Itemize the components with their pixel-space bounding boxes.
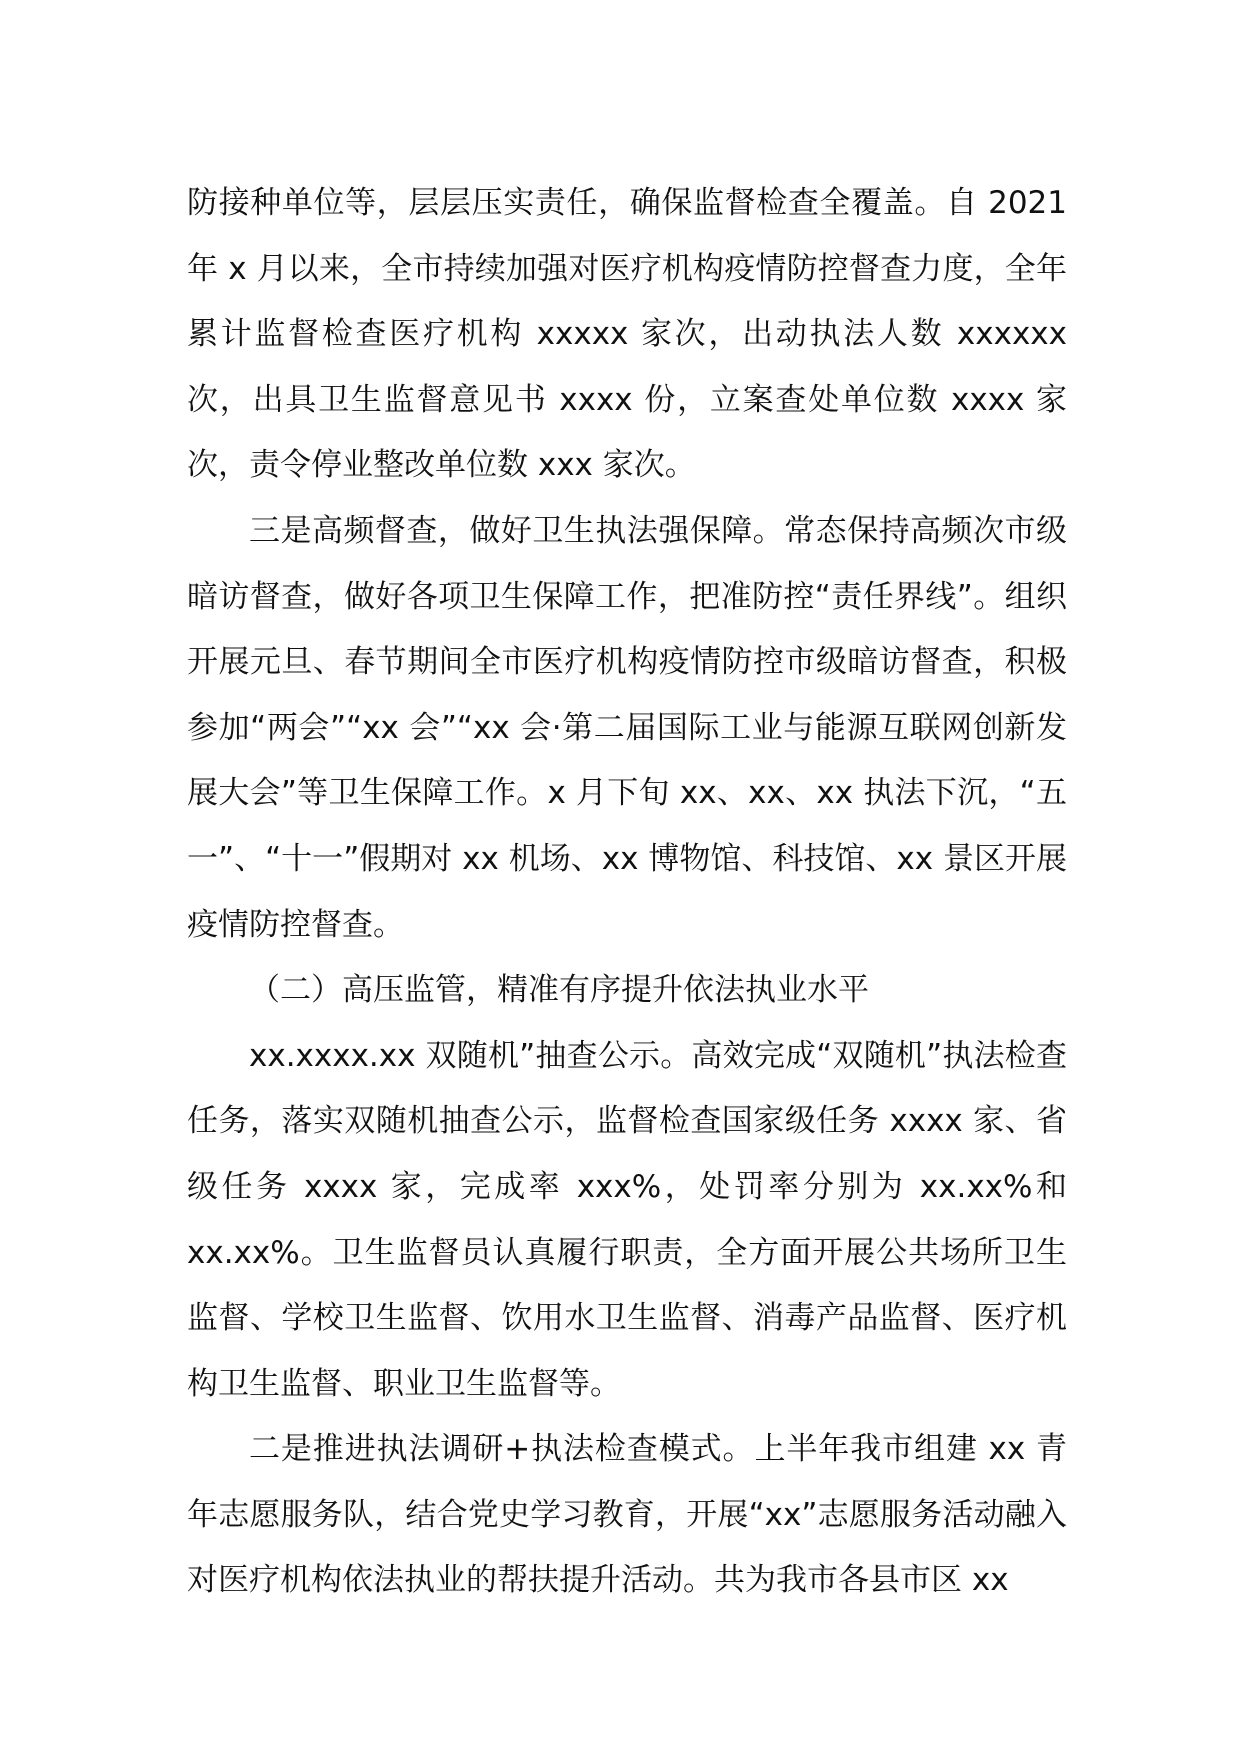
paragraph-continuation: 防接种单位等，层层压实责任，确保监督检查全覆盖。自 2021 年 x 月以来，全市持续加强对医疗机构疫情防控督查力度，全年累计监督检查医疗机构 xxxxx 家次，出动执法人数 xxxxxx 次，出具卫生监督意见书 xxxx 份，立案查处单位数 xxxx 家次，责令停业整改单位数 xxx 家次。 [187, 185, 1067, 484]
paragraph-double-random: xx.xxxx.xx 双随机”抽查公示。高效完成“双随机”执法检查任务，落实双随机抽查公示，监督检查国家级任务 xxxx 家、省级任务 xxxx 家，完成率 xxx%，处罚率分别为 xx.xx%和 xx.xx%。卫生监督员认真履行职责，全方面开展公共场所卫生监督、学校卫生监督、饮用水卫生监督、消毒产品监督、医疗机构卫生监督、职业卫生监督等。 [187, 1037, 1067, 1402]
paragraph-high-frequency-inspection: 三是高频督查，做好卫生执法强保障。常态保持高频次市级暗访督查，做好各项卫生保障工作，把准防控“责任界线”。组织开展元旦、春节期间全市医疗机构疫情防控市级暗访督查，积极参加“两会”“xx 会”“xx 会·第二届国际工业与能源互联网创新发展大会”等卫生保障工作。x 月下旬 xx、xx、xx 执法下沉，“五一”、“十一”假期对 xx 机场、xx 博物馆、科技馆、xx 景区开展疫情防控督查。 [187, 512, 1067, 943]
section-heading: （二）高压监管，精准有序提升依法执业水平 [249, 972, 869, 1009]
paragraph-research-inspection: 二是推进执法调研+执法检查模式。上半年我市组建 xx 青年志愿服务队，结合党史学习教育，开展“xx”志愿服务活动融入对医疗机构依法执业的帮扶提升活动。共为我市各县市区 xx [187, 1431, 1067, 1599]
document-body [187, 171, 1067, 1614]
